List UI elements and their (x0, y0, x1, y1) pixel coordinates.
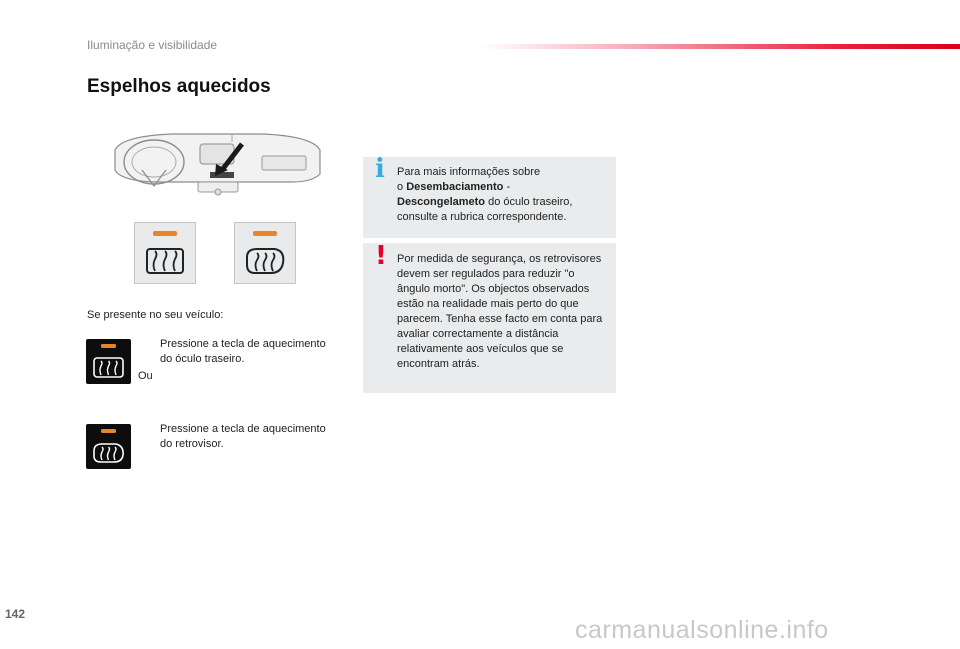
warning-icon: ! (375, 241, 387, 271)
intro-text: Se presente no seu veículo: (87, 309, 224, 321)
info-bold-term: Desembaciamento (406, 181, 504, 193)
dashboard-illustration (112, 130, 324, 196)
section-title: Iluminação e visibilidade (87, 38, 218, 52)
info-line: consulte a rubrica correspondente. (397, 211, 567, 223)
rear-defrost-button-illustration (134, 222, 196, 284)
info-line: Descongelameto do óculo traseiro, (397, 196, 573, 208)
mirror-defrost-icon (235, 223, 295, 283)
mirror-defrost-button-illustration (234, 222, 296, 284)
info-line: Para mais informações sobre (397, 166, 541, 178)
page-number: 142 (5, 607, 26, 621)
header-accent-rule (480, 44, 960, 49)
or-label: Ou (138, 370, 153, 382)
step-mirror-defrost: Pressione a tecla de aquecimento do retrovisor. (160, 423, 326, 450)
warning-note-box (363, 243, 616, 393)
info-bold-term: Descongelameto (397, 196, 486, 208)
rear-window-defrost-icon (86, 339, 131, 384)
mirror-defrost-icon (86, 424, 131, 469)
warning-text: Por medida de segurança, os retrovisores devem ser regulados para reduzir "o ângulo morto". Os objectos observados estão na realidade mais perto do que parecem. Tenha esse facto em conta para avaliar correctamente a distância relativamente aos veículos que se encontram atrás. (397, 253, 603, 370)
page-title: Espelhos aquecidos (87, 76, 271, 97)
watermark: carmanualsonline.info (575, 616, 829, 644)
info-line: o Desembaciamento - (397, 181, 511, 193)
mirror-defrost-button (86, 424, 131, 469)
rear-window-defrost-icon (135, 223, 195, 283)
step-rear-defrost: Pressione a tecla de aquecimento do óculo traseiro. (160, 338, 326, 365)
info-note-box (363, 154, 616, 238)
info-icon: i (375, 154, 385, 184)
rear-defrost-button (86, 339, 131, 384)
